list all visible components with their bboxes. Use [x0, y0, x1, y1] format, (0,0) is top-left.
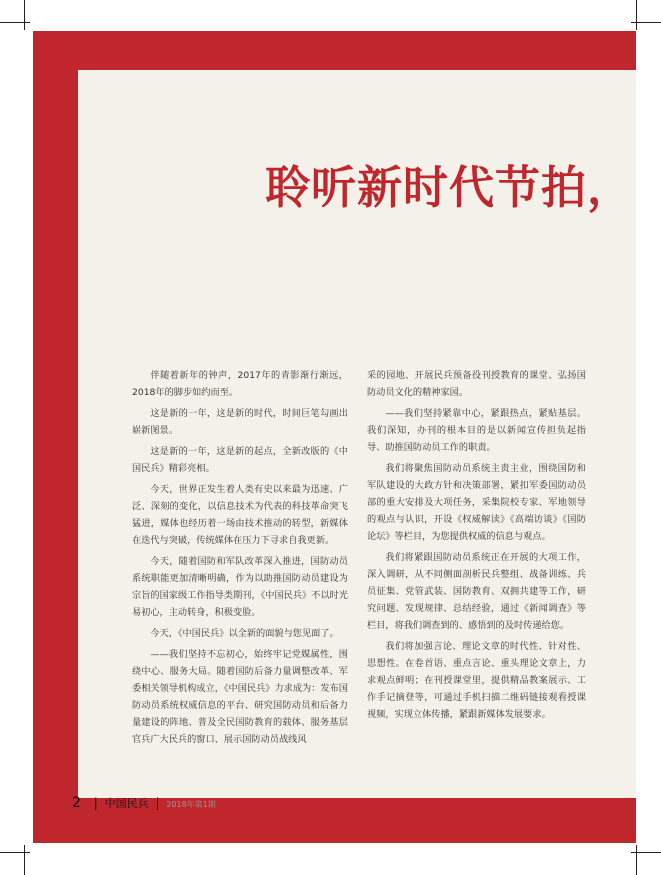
paragraph: 伴随着新年的钟声，2017年的青影渐行渐远，2018年的脚步如约而至。 [132, 370, 348, 398]
page-number: 2 [72, 795, 81, 811]
crop-mark [24, 845, 25, 875]
page-footer [72, 795, 216, 815]
crop-mark [0, 852, 30, 853]
paragraph: 采的园地、开展民兵预备役刊授教育的课堂、弘扬国防动员文化的精神家园。 [367, 370, 586, 398]
paragraph: 我们将紧跟国防动员系统正在开展的大项工作，深入调研，从不同侧面剖析民兵整组、战备训练、兵员征集、党管武装、国防教育、双拥共建等工作，研究问题、发现规律、总结经验，通过《新闻调查》等栏目，将我们调查到的、感悟到的及时传递给您。 [367, 552, 586, 631]
paragraph: ——我们坚持不忘初心，始终牢记党媒属性，围绕中心、服务大局。随着国防后备力量调整改革、军委相关领导机构成立，《中国民兵》力求成为：发布国防动员系统权威信息的平台、研究国防动员和后备力量建设的阵地、普及全民国防教育的载体、服务基层官兵广大民兵的窗口、展示国防动员战线风 [132, 649, 348, 745]
body-column-left [132, 367, 348, 752]
paragraph: ——我们坚持紧靠中心，紧跟热点，紧贴基层。我们深知，办刊的根本目的是以新闻宣传担负起指导、助推国防动员工作的职责。 [367, 408, 586, 453]
paragraph: 我们将加强言论、理论文章的时代性、针对性、思想性。在卷首语、重点言论、重头理论文章上，力求观点鲜明；在刊授课堂里，提供精品教案展示、工作手记摘登等，可通过手机扫描二维码链接观看授课视频，实现立体传播，紧跟新媒体发展要求。 [367, 641, 586, 720]
paragraph: 今天，世界正发生着人类有史以来最为迅速、广泛、深刻的变化，以信息技术为代表的科技革命突飞猛进，媒体也经历着一场由技术推动的转型，新媒体在迭代与突破，传统媒体在压力下寻求自我更新。 [132, 484, 348, 546]
footer-separator: | [93, 796, 98, 810]
issue-label: 2018年第1期 [166, 800, 216, 809]
publication-name: 中国民兵 [104, 797, 149, 810]
crop-mark [636, 0, 637, 30]
body-column-right [367, 367, 586, 727]
paragraph: 这是新的一年，这是新的时代，时间巨笔勾画出崭新图景。 [132, 408, 348, 436]
paragraph: 这是新的一年，这是新的起点，全新改版的《中国民兵》精彩亮相。 [132, 446, 348, 474]
paragraph: 我们将聚焦国防动员系统主责主业，围绕国防和军队建设的大政方针和决策部署，紧扣军委国防动员部的重大安排及大项任务，采集院校专家、军地领导的观点与认识，开设《权威解读》《高端访谈》《国防论坛》等栏目，为您提供权威的信息与观点。 [367, 463, 586, 542]
paragraph: 今天，《中国民兵》以全新的面貌与您见面了。 [150, 628, 339, 639]
crop-mark [24, 0, 25, 30]
footer-separator: | [155, 796, 160, 810]
paragraph: 今天，随着国防和军队改革深入推进，国防动员系统职能更加清晰明确，作为以助推国防动员建设为宗旨的国家级工作指导类期刊，《中国民兵》不以时光易初心，主动转身，积极变脸。 [132, 556, 348, 618]
page-headline: 聆听新时代节拍， [265, 161, 634, 214]
crop-mark [0, 22, 30, 23]
crop-mark [636, 845, 637, 875]
